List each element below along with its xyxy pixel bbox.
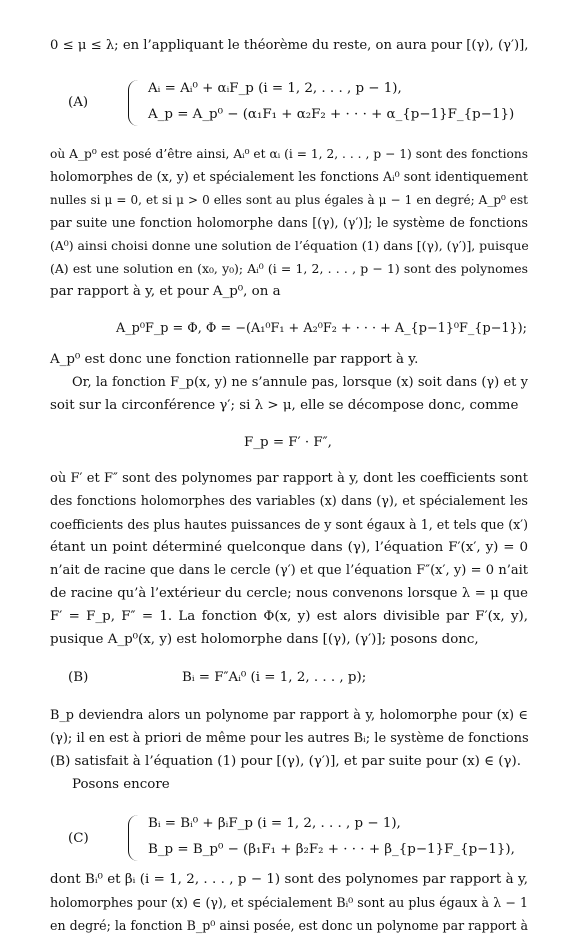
brace-c (128, 815, 139, 861)
equation-c1: Bᵢ = Bᵢ⁰ + βᵢF_p (i = 1, 2, . . . , p − 1), (148, 816, 401, 831)
equation-c2: B_p = B_p⁰ − (β₁F₁ + β₂F₂ + · · · + β_{p−1}F_{p−1}), (148, 842, 515, 857)
text-line: holomorphes pour (x) ∈ (γ), et spécialement Bᵢ⁰ sont au plus égaux à λ − 1 (50, 895, 528, 910)
equation-a1: Aᵢ = Aᵢ⁰ + αᵢF_p (i = 1, 2, . . . , p − 1), (148, 81, 402, 96)
brace-a (128, 80, 139, 126)
text-line: nulles si μ = 0, et si μ > 0 elles sont au plus égales à μ − 1 en degré; A_p⁰ est (50, 193, 528, 207)
text-line: de racine qu’à l’extérieur du cercle; nous convenons lorsque λ = μ que (50, 586, 528, 601)
text-line: où F′ et F″ sont des polynomes par rapport à y, dont les coefficients sont (50, 471, 528, 486)
text-line: (γ); il en est à priori de même pour les autres Bᵢ; le système de fonctions (50, 731, 529, 746)
text-line: Or, la fonction F_p(x, y) ne s’annule pas, lorsque (x) soit dans (γ) et y (72, 375, 528, 390)
equation-b: Bᵢ = F″Aᵢ⁰ (i = 1, 2, . . . , p); (182, 670, 367, 685)
text-line: soit sur la circonférence γ′; si λ > μ, elle se décompose donc, comme (50, 398, 519, 413)
text-line: des fonctions holomorphes des variables (x) dans (γ), et spécialement les (50, 494, 528, 509)
text-line: par suite une fonction holomorphe dans [(γ), (γ′)]; le système de fonctions (50, 215, 528, 230)
text-line: (B) satisfait à l’équation (1) pour [(γ), (γ′)], et par suite pour (x) ∈ (γ). (50, 754, 522, 769)
equation-fp: F_p = F′ · F″, (244, 435, 332, 450)
text-line: A_p⁰ est donc une fonction rationnelle par rapport à y. (50, 352, 419, 367)
equation-a2: A_p = A_p⁰ − (α₁F₁ + α₂F₂ + · · · + α_{p−1}F_{p−1}) (148, 107, 515, 122)
text-line: coefficients des plus hautes puissances de y sont égaux à 1, et tels que (x′) (50, 517, 528, 532)
equation-label-b: (B) (68, 670, 89, 685)
text-line: où A_p⁰ est posé d’être ainsi, Aᵢ⁰ et αᵢ (i = 1, 2, . . . , p − 1) sont des fonctions (50, 147, 528, 161)
text-line: Posons encore (72, 777, 170, 792)
equation-label-c: (C) (68, 831, 89, 846)
text-line: dont Bᵢ⁰ et βᵢ (i = 1, 2, . . . , p − 1) sont des polynomes par rapport à y, (50, 872, 528, 887)
text-line: F′ = F_p, F″ = 1. La fonction Φ(x, y) est alors divisible par F′(x, y), (50, 609, 528, 624)
text-line: pusique A_p⁰(x, y) est holomorphe dans [(γ), (γ′)]; posons donc, (50, 632, 479, 647)
text-line: n’ait de racine que dans le cercle (γ′) et que l’équation F″(x′, y) = 0 n’ait (50, 563, 528, 578)
equation-label-a: (A) (68, 95, 89, 110)
text-line: (A) est une solution en (x₀, y₀); Aᵢ⁰ (i = 1, 2, . . . , p − 1) sont des polynomes (50, 261, 528, 276)
text-line: par rapport à y, et pour A_p⁰, on a (50, 284, 281, 299)
text-line: étant un point déterminé quelconque dans (γ), l’équation F′(x′, y) = 0 (50, 540, 528, 555)
text-line: en degré; la fonction B_p⁰ ainsi posée, est donc un polynome par rapport à (50, 918, 528, 933)
text-line: B_p deviendra alors un polynome par rapport à y, holomorphe pour (x) ∈ (50, 708, 528, 723)
text-line: 0 ≤ μ ≤ λ; en l’appliquant le théorème du reste, on aura pour [(γ), (γ′)], (50, 38, 529, 53)
equation-phi: A_p⁰F_p = Φ, Φ = −(A₁⁰F₁ + A₂⁰F₂ + · · · + A_{p−1}⁰F_{p−1}); (116, 321, 527, 336)
text-line: (A⁰) ainsi choisi donne une solution de l’équation (1) dans [(γ), (γ′)], puisque (50, 238, 529, 253)
text-line: holomorphes de (x, y) et spécialement les fonctions Aᵢ⁰ sont identiquement (50, 169, 528, 184)
